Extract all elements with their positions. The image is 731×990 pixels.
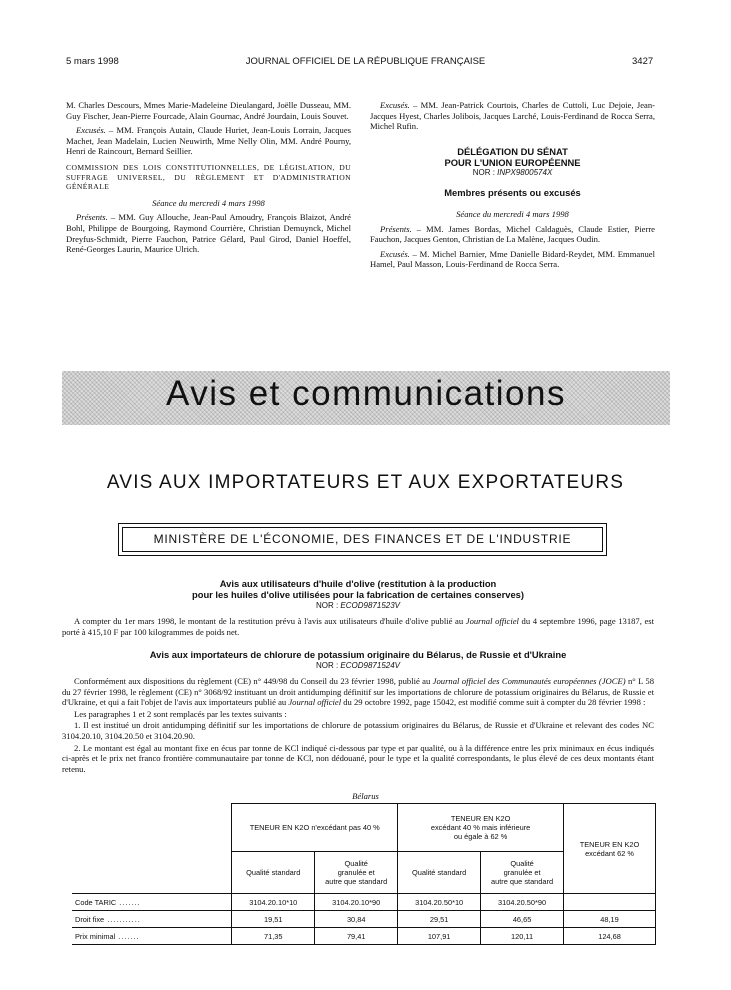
commission-heading: COMMISSION DES LOIS CONSTITUTIONNELLES, DE LÉGISLATION, DU SUFFRAGE UNIVERSEL, DU RÈGLEMENT ET D'ADMINISTRATION GÉNÉRALE bbox=[66, 162, 351, 192]
sub-standard-2: Qualité standard bbox=[398, 852, 481, 894]
table-cell: 124,68 bbox=[564, 928, 656, 945]
header-journal: JOURNAL OFFICIEL DE LA RÉPUBLIQUE FRANÇAISE bbox=[245, 56, 486, 67]
excuses-label: Excusés. bbox=[76, 125, 106, 136]
section-title: AVIS AUX IMPORTATEURS ET AUX EXPORTATEURS bbox=[106, 472, 625, 493]
right-column bbox=[370, 100, 655, 274]
table-header-row bbox=[72, 804, 656, 852]
avis2-paragraph-3: 1. Il est institué un droit antidumping définitif sur les importations de chlorure de potassium originaires du Bélarus, de Russie et d'Ukraine et relevant des codes NC 3104.20.10, 3104.20.50 et 3104.20.90. bbox=[62, 720, 654, 741]
right-presents-paragraph: Présents. – MM. James Bordas, Michel Caldaguès, Claude Estier, Pierre Fauchon, Jacques Genton, Christian de La Malène, Jacques Oudin. bbox=[370, 223, 655, 245]
section-banner bbox=[62, 371, 670, 425]
table-row bbox=[72, 911, 656, 928]
table-cell: 107,91 bbox=[398, 928, 481, 945]
right-seance-date: Séance du mercredi 4 mars 1998 bbox=[456, 208, 569, 219]
avis2-body bbox=[62, 676, 654, 775]
banner-title: Avis et communications bbox=[165, 374, 566, 413]
table-row bbox=[72, 894, 656, 911]
table-cell bbox=[564, 894, 656, 911]
group-header-3: TENEUR EN K2O excédant 62 % bbox=[564, 804, 656, 894]
table-cell: 3104.20.10*90 bbox=[315, 894, 398, 911]
right-excuses-paragraph-2: Excusés. – M. Michel Barnier, Mme Danielle Bidard-Reydet, MM. Emmanuel Hamel, Paul Masson, Louis-Ferdinand de Rocca Serra. bbox=[370, 248, 655, 270]
avis1-title: Avis aux utilisateurs d'huile d'olive (restitution à la production pour les huiles d'olive utilisées pour la fabrication de certaines conserves) bbox=[191, 578, 525, 600]
ministry-title: MINISTÈRE DE L'ÉCONOMIE, DES FINANCES ET DE L'INDUSTRIE bbox=[122, 527, 603, 552]
seance-date: Séance du mercredi 4 mars 1998 bbox=[152, 197, 265, 208]
left-members-paragraph: M. Charles Descours, Mmes Marie-Madeleine Dieulangard, Joëlle Dusseau, MM. Guy Fischer, Jean-Pierre Fourcade, Alain Gournac, André Jourdain, Louis Souvet. bbox=[66, 100, 351, 121]
table-cell: 19,51 bbox=[232, 911, 315, 928]
table-cell: 29,51 bbox=[398, 911, 481, 928]
row-label: Prix minimal ....... bbox=[72, 928, 232, 945]
membres-heading: Membres présents ou excusés bbox=[444, 187, 581, 199]
header-date: 5 mars 1998 bbox=[66, 56, 119, 67]
presents-paragraph: Présents. – MM. Guy Allouche, Jean-Paul Amoudry, François Blaizot, André Bohl, Philippe de Bourgoing, Raymond Courrière, Christian Demuynck, Michel Dreyfus-Schmidt, Pierre Fauchon, Patrice Gélard, Paul Girod, Daniel Hoeffel, René-Georges Laurin, Maurice Ulrich. bbox=[66, 212, 351, 255]
group-header-1: TENEUR EN K2O n'excédant pas 40 % bbox=[232, 804, 398, 852]
avis1-nor: NOR : ECOD9871523V bbox=[315, 601, 401, 610]
avis2-paragraph-1: Conformément aux dispositions du règlement (CE) n° 449/98 du Conseil du 23 février 1998, publié au Journal officiel des Communautés européennes (JOCE) n° L 58 du 27 février 1998, le règlement (CE) n° 3068/92 instituant un droit antidumping définitif sur les importations de chlorure de potassium originaires du Bélarus, de Russie et d'Ukraine, et qui a fait l'objet de l'avis aux importateurs publié au Journal officiel du 29 octobre 1992, page 15042, est modifié comme suit à compter du 28 février 1998 : bbox=[62, 676, 654, 708]
table-cell: 3104.20.50*90 bbox=[481, 894, 564, 911]
tariff-table bbox=[72, 803, 656, 945]
avis2-title: Avis aux importateurs de chlorure de potassium originaire du Bélarus, de Russie et d'Ukraine bbox=[149, 649, 567, 660]
table-cell: 46,65 bbox=[481, 911, 564, 928]
group-header-2: TENEUR EN K2O excédant 40 % mais inférieure ou égale à 62 % bbox=[398, 804, 564, 852]
avis2-paragraph-4: 2. Le montant est égal au montant fixe en écus par tonne de KCl indiqué ci-dessous par type et par qualité, ou à la différence entre les prix minimaux en écus indiqués ci-après et le prix net franco frontière communautaire par tonne de KCl, non dédouané, pour le type et la qualité correspondants, le plus élevé de ces deux montants étant retenu. bbox=[62, 742, 654, 774]
delegation-nor: NOR : INPX9800574X bbox=[472, 167, 553, 177]
avis1-body: A compter du 1er mars 1998, le montant de la restitution prévu à l'avis aux utilisateurs d'huile d'olive publié au Journal officiel du 4 septembre 1996, page 13187, est porté à 415,10 F par 100 kilogrammes de poids net. bbox=[62, 616, 655, 637]
table-cell: 3104.20.10*10 bbox=[232, 894, 315, 911]
table-cell: 3104.20.50*10 bbox=[398, 894, 481, 911]
ministry-box bbox=[118, 523, 607, 556]
delegation-heading: DÉLÉGATION DU SÉNAT POUR L'UNION EUROPÉENNE bbox=[444, 145, 581, 168]
header-page-number: 3427 bbox=[632, 56, 654, 67]
left-column bbox=[66, 100, 351, 259]
sub-standard-1: Qualité standard bbox=[232, 852, 315, 894]
table-cell: 79,41 bbox=[315, 928, 398, 945]
table-cell: 30,84 bbox=[315, 911, 398, 928]
table-row bbox=[72, 928, 656, 945]
table-cell: 48,19 bbox=[564, 911, 656, 928]
row-label: Code TARIC ....... bbox=[72, 894, 232, 911]
right-excuses-paragraph: Excusés. – MM. Jean-Patrick Courtois, Charles de Cuttoli, Luc Dejoie, Jean-Jacques Hyest, Charles Jolibois, Jacques Larché, Louis-Ferdinand de Rocca Serra, Michel Rufin. bbox=[370, 100, 655, 132]
avis2-nor: NOR : ECOD9871524V bbox=[315, 661, 401, 670]
presents-label: Présents. bbox=[76, 212, 108, 223]
row-label: Droit fixe ........... bbox=[72, 911, 232, 928]
sub-granulee-1: Qualité granulée et autre que standard bbox=[315, 852, 398, 894]
left-excuses-paragraph: Excusés. – MM. François Autain, Claude Huriet, Jean-Louis Lorrain, Jacques Machet, Jean Madelain, Lucien Neuwirth, Mme Nelly Olin, MM. André Pourny, Henri de Raincourt, Bernard Seillier. bbox=[66, 125, 351, 157]
table-cell: 120,11 bbox=[481, 928, 564, 945]
avis2-paragraph-2: Les paragraphes 1 et 2 sont remplacés par les textes suivants : bbox=[74, 708, 287, 719]
table-cell: 71,35 bbox=[232, 928, 315, 945]
sub-granulee-2: Qualité granulée et autre que standard bbox=[481, 852, 564, 894]
table-caption: Bélarus bbox=[352, 791, 379, 801]
